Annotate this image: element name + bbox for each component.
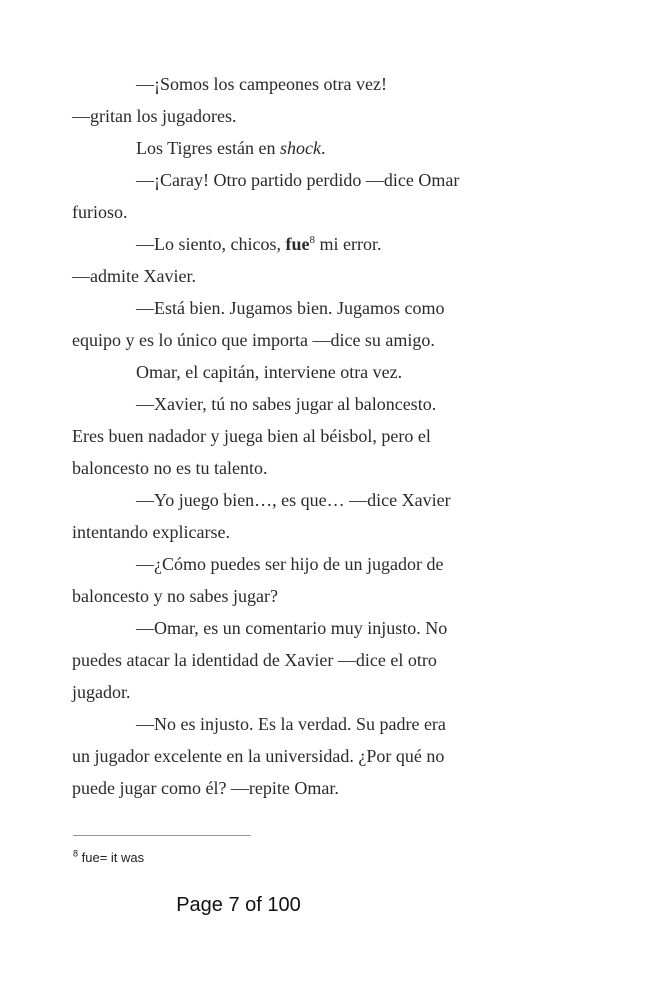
text-line xyxy=(136,138,325,158)
italic-word: shock xyxy=(280,138,321,158)
text-line: —gritan los jugadores. xyxy=(72,106,237,126)
glossary-word: fue xyxy=(285,234,310,254)
text-line: —¡Somos los campeones otra vez! xyxy=(136,74,387,94)
text-line: puedes atacar la identidad de Xavier —dice el otro xyxy=(72,650,437,670)
text-span: mi error. xyxy=(314,234,382,254)
page-number: Page 7 of 100 xyxy=(176,894,301,916)
footnote xyxy=(73,850,144,865)
footnote-text: fue= it was xyxy=(78,850,145,865)
text-line: un jugador excelente en la universidad. ¿Por qué no xyxy=(72,746,445,766)
text-span: Los Tigres están en xyxy=(136,138,280,158)
text-line: Omar, el capitán, interviene otra vez. xyxy=(136,362,403,382)
text-line: —¡Caray! Otro partido perdido —dice Omar xyxy=(136,170,460,190)
footnote-reference: 8 xyxy=(309,234,315,246)
footnote-divider xyxy=(73,835,251,836)
text-line: —No es injusto. Es la verdad. Su padre era xyxy=(136,714,446,734)
text-line: baloncesto no es tu talento. xyxy=(72,458,268,478)
text-line: equipo y es lo único que importa —dice su amigo. xyxy=(72,330,435,350)
text-line: furioso. xyxy=(72,202,128,222)
text-line: —Omar, es un comentario muy injusto. No xyxy=(136,618,448,638)
text-span: —Lo siento, chicos, xyxy=(136,234,286,254)
text-line: —¿Cómo puedes ser hijo de un jugador de xyxy=(136,554,444,574)
text-span: . xyxy=(320,138,326,158)
text-line: Eres buen nadador y juega bien al béisbol, pero el xyxy=(72,426,431,446)
text-line: intentando explicarse. xyxy=(72,522,230,542)
text-line: —Xavier, tú no sabes jugar al baloncesto. xyxy=(136,394,437,414)
text-line xyxy=(136,234,381,254)
text-line: —Yo juego bien…, es que… —dice Xavier xyxy=(136,490,451,510)
text-line: puede jugar como él? —repite Omar. xyxy=(72,778,339,798)
text-line: baloncesto y no sabes jugar? xyxy=(72,586,278,606)
text-line: —Está bien. Jugamos bien. Jugamos como xyxy=(136,298,445,318)
text-line: jugador. xyxy=(72,682,131,702)
text-line: —admite Xavier. xyxy=(72,266,196,286)
footnote-number: 8 xyxy=(73,848,79,859)
